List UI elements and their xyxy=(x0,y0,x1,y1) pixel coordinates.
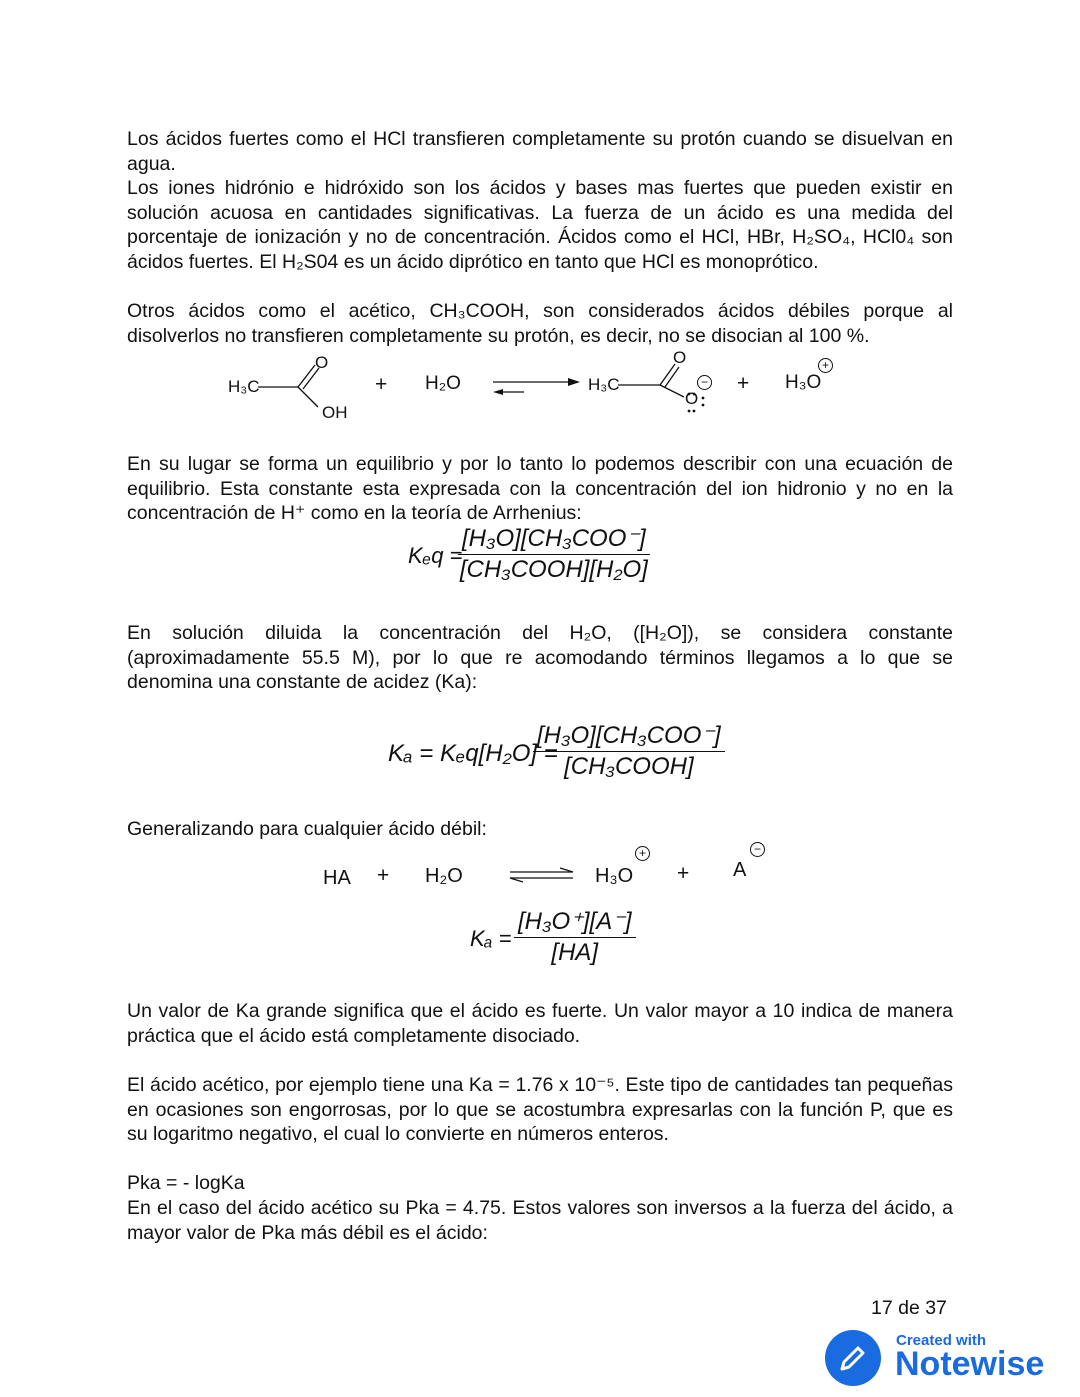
pka-definition: Pka = - logKa xyxy=(127,1172,245,1194)
hydronium: H₃O xyxy=(785,372,822,393)
water: H₂O xyxy=(425,865,463,887)
paragraph-generalizing: Generalizando para cualquier ácido débil: xyxy=(127,818,487,840)
acid-ha: HA xyxy=(323,867,351,889)
keq-lhs: Kₑq = xyxy=(408,543,463,568)
ka-general-denominator: [HA] xyxy=(551,939,599,966)
product-carbonyl-oxygen: O xyxy=(673,348,687,367)
paragraph-weak-acids: Otros ácidos como el acético, CH₃COOH, son considerados ácidos débiles porque al disolverlos no transfieren completamente su protón, es decir, no se disocian al 100 %. xyxy=(127,300,953,347)
ka-numerator: [H₃O][CH₃COO⁻] xyxy=(533,721,725,752)
reaction-bonds-arrows xyxy=(0,0,1080,440)
paragraph-hydronium: Los iones hidrónio e hidróxido son los ácidos y bases mas fuertes que pueden existir en solución acuosa en cantidades significativas. La fuerza de un ácido es una medida del porcentaje de ionización y no de concentración. Ácidos como el HCl, HBr, H₂SO₄, HCl0₄ son ácidos fuertes. El H₂S04 es un ácido diprótico en tanto que HCl es monoprótico. xyxy=(127,177,953,273)
ka-lhs: Kₐ = Kₑq[H₂O] = xyxy=(388,740,558,767)
ka-general-lhs: Kₐ = xyxy=(470,926,512,951)
paragraph-large-ka: Un valor de Ka grande significa que el ácido es fuerte. Un valor mayor a 10 indica de manera práctica que el ácido está completamente disociado. xyxy=(127,1000,953,1047)
reactant-methyl: H₃C xyxy=(228,377,260,396)
minus-charge-icon: − xyxy=(697,375,712,390)
plus-sign: + xyxy=(737,372,750,395)
brand-name: Notewise xyxy=(895,1345,1045,1383)
ka-general-numerator: [H₃O⁺][A⁻] xyxy=(514,907,636,938)
keq-denominator: [CH₃COOH][H₂O] xyxy=(459,556,648,583)
paragraph-dilute-solution: En solución diluida la concentración del H₂O, ([H₂O]), se considera constante (aproximadamente 55.5 M), por lo que re acomodando términos llegamos a lo que se denomina una constante de acidez (Ka): xyxy=(127,622,953,694)
reactant-hydroxyl: OH xyxy=(322,403,348,422)
product-carboxylate-oxygen: O xyxy=(685,389,699,408)
plus-charge-icon: + xyxy=(818,358,833,373)
product-methyl: H₃C xyxy=(588,375,620,394)
plus-sign: + xyxy=(677,862,690,885)
minus-charge-icon: − xyxy=(750,842,765,857)
plus-charge-icon: + xyxy=(635,846,650,861)
paragraph-pka-acetic: En el caso del ácido acético su Pka = 4.75. Estos valores son inversos a la fuerza del ácido, a mayor valor de Pka más débil es el ácido: xyxy=(127,1197,953,1244)
page-number: 17 de 37 xyxy=(871,1297,947,1319)
keq-numerator: [H₃O][CH₃COO⁻] xyxy=(458,524,650,555)
ka-denominator: [CH₃COOH] xyxy=(564,753,694,780)
paragraph-acetic-ka: El ácido acético, por ejemplo tiene una Ka = 1.76 x 10⁻⁵. Este tipo de cantidades tan pequeñas en ocasiones son engorrosas, por lo que se acostumbra expresarlas con la función P, que es su logaritmo negativo, el cual lo convierte en números enteros. xyxy=(127,1074,953,1146)
paragraph-strong-acids: Los ácidos fuertes como el HCl transfieren completamente su protón cuando se disuelvan en agua. xyxy=(127,128,953,175)
hydronium: H₃O xyxy=(595,865,634,887)
plus-sign: + xyxy=(377,864,390,887)
water: H₂O xyxy=(425,373,461,394)
paragraph-equilibrium: En su lugar se forma un equilibrio y por lo tanto lo podemos describir con una ecuación de equilibrio. Esta constante esta expresada con la concentración del ion hidronio y no en la concentración de H⁺ como en la teoría de Arrhenius: xyxy=(127,453,953,525)
pencil-logo-icon xyxy=(825,1330,881,1386)
reactant-carbonyl-oxygen: O xyxy=(315,353,329,372)
plus-sign: + xyxy=(375,373,388,396)
brand-created-with: Created with xyxy=(896,1332,987,1349)
conjugate-base: A xyxy=(733,859,747,881)
equilibrium-arrows-icon xyxy=(505,866,580,886)
